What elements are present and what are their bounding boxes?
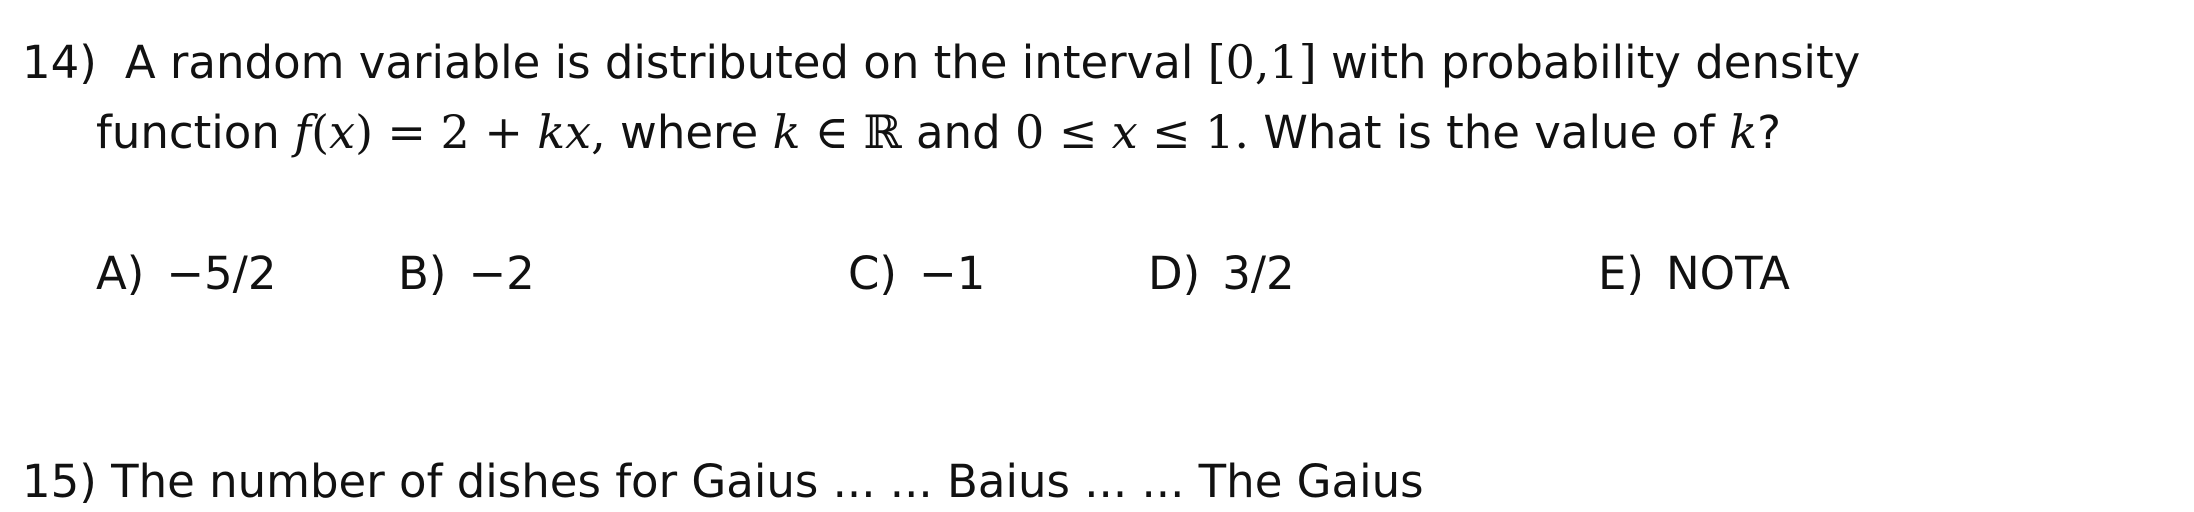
next-question-cutoff: 15) The number of dishes for Gaius ... ... Baius ... ... The Gaius bbox=[22, 455, 1424, 508]
choice-value: −5/2 bbox=[166, 247, 277, 300]
interval-math: [0,1] bbox=[1207, 35, 1317, 89]
function-symbol: f bbox=[294, 105, 312, 159]
choice-value: NOTA bbox=[1666, 247, 1790, 300]
choice-letter: C) bbox=[848, 247, 897, 300]
math-variable: x bbox=[329, 105, 356, 159]
math-paren: ) bbox=[355, 105, 374, 159]
choice-value: 3/2 bbox=[1222, 247, 1295, 300]
question-text: with probability density bbox=[1331, 36, 1861, 89]
math-inequality: ≤ 1. bbox=[1151, 105, 1250, 159]
answer-choice-c bbox=[848, 244, 985, 304]
choice-value: −1 bbox=[918, 247, 986, 300]
question-14-line-2 bbox=[96, 102, 1781, 163]
question-text: function bbox=[96, 106, 280, 159]
question-14-line-1 bbox=[22, 32, 1860, 93]
math-variable: k bbox=[1729, 105, 1758, 159]
choice-value: −2 bbox=[468, 247, 535, 300]
math-punctuation: ? bbox=[1757, 106, 1781, 159]
math-set-membership: ∈ ℝ bbox=[814, 105, 902, 159]
math-operator: = 2 + bbox=[387, 105, 523, 159]
math-variable: x bbox=[1111, 105, 1138, 159]
question-text: and bbox=[915, 106, 1001, 159]
question-text: What is the value of bbox=[1263, 106, 1715, 159]
question-number: 14) bbox=[22, 36, 97, 89]
question-text: A random variable is distributed on the interval bbox=[124, 36, 1194, 89]
question-text: where bbox=[620, 106, 759, 159]
math-variable: k bbox=[772, 105, 801, 159]
choice-letter: A) bbox=[96, 247, 145, 300]
answer-choice-e bbox=[1598, 244, 1790, 304]
choice-letter: B) bbox=[398, 247, 447, 300]
math-punctuation: , bbox=[591, 105, 606, 159]
math-paren: ( bbox=[311, 105, 330, 159]
choice-letter: E) bbox=[1598, 247, 1644, 300]
math-variable: kx bbox=[537, 105, 592, 159]
answer-choice-a bbox=[96, 244, 276, 304]
choice-letter: D) bbox=[1148, 247, 1201, 300]
answer-choice-b bbox=[398, 244, 535, 304]
math-inequality: 0 ≤ bbox=[1014, 105, 1098, 159]
answer-choice-d bbox=[1148, 244, 1295, 304]
